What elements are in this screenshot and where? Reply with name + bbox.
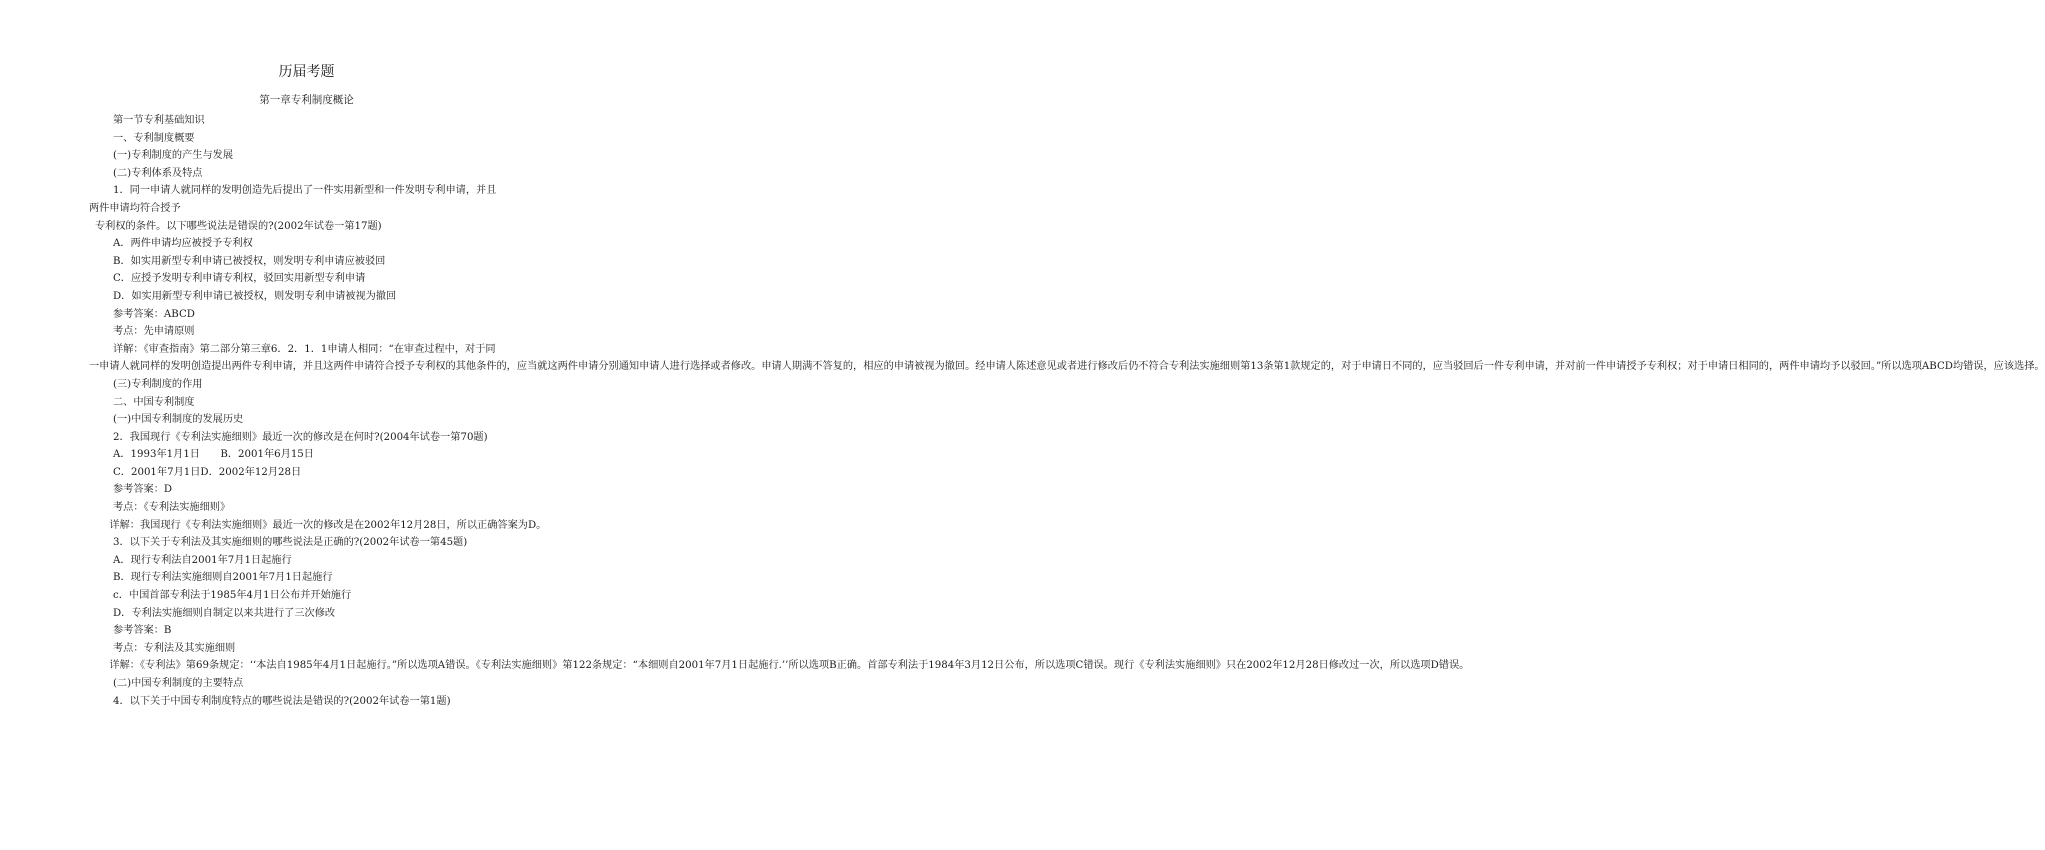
text-line: 详解：我国现行《专利法实施细则》最近一次的修改是在2002年12月28日，所以正确答案为D。 [109,519,547,531]
text-line: 详解：《专利法》第69条规定：‘‘本法自1985年4月1日起施行。”所以选项A错误。《专利法实施细则》第122条规定：“本细则自2001年7月1日起施行.’’所以选项B正确。首部专利法于1984年3月12日公布，所以选项C错误。现行《专利法实施细则》只在2002年12月28日修改过一次，所以选项D错误。 [109,660,1470,672]
text-line: A．两件申请均应被授予专利权 [113,238,253,250]
text-line: A．1993年1月1日 B．2001年6月15日 [113,449,314,461]
text-line: 1．同一申请人就同样的发明创造先后提出了一件实用新型和一件发明专利申请，并且 [113,185,497,197]
text-line: (二)专利体系及特点 [113,167,203,179]
text-line: 3．以下关于专利法及其实施细则的哪些说法是正确的?(2002年试卷一第45题) [113,537,468,549]
text-line: 二、中国专利制度 [113,396,195,408]
text-line: B．如实用新型专利申请已被授权，则发明专利申请应被驳回 [113,255,386,267]
text-line: 详解：《审查指南》第二部分第三章6．2．1．1申请人相同：“在审查过程中，对于同 [113,343,496,355]
text-line: C．2001年7月1日D．2002年12月28日 [113,466,302,478]
text-line: (一)中国专利制度的发展历史 [113,414,244,426]
text-line: (一)专利制度的产生与发展 [113,150,234,162]
text-line: 两件申请均符合授予 [89,202,181,214]
text-line: 一申请人就同样的发明创造提出两件专利申请，并且这两件申请符合授予专利权的其他条件的，应当就这两件申请分别通知申请人进行选择或者修改。申请人期满不答复的，相应的申请被视为撤回。经申请人陈述意见或者进行修改后仍不符合专利法实施细则第13条第1款规定的，对于申请日不同的，应当驳回后一件专利申请，并对前一件申请授予专利权；对于申请日相同的，两件申请均予以驳回。”所以选项ABCD均错误，应该选择。 [89,361,2045,373]
text-line: 2．我国现行《专利法实施细则》最近一次的修改是在何时?(2004年试卷一第70题) [113,431,488,443]
text-line: 4．以下关于中国专利制度特点的哪些说法是错误的?(2002年试卷一第1题) [113,695,451,707]
text-line: 专利权的条件。以下哪些说法是错误的?(2002年试卷一第17题) [95,220,382,232]
text-line: 参考答案：D [113,484,173,496]
text-line: 参考答案：ABCD [113,308,195,320]
text-line: 参考答案：B [113,625,172,637]
text-line: A．现行专利法自2001年7月1日起施行 [113,554,292,566]
text-line: D．如实用新型专利申请已被授权，则发明专利申请被视为撤回 [113,290,397,302]
text-line: 考点：先申请原则 [113,326,195,338]
text-line: 考点：《专利法实施细则》 [113,502,231,514]
text-line: B．现行专利法实施细则自2001年7月1日起施行 [113,572,333,584]
text-line: D．专利法实施细则自制定以来共进行了三次修改 [113,607,336,619]
text-line: 考点：专利法及其实施细则 [113,642,236,654]
document-body [89,112,2045,710]
text-line: c．中国首部专利法于1985年4月1日公布并开始施行 [113,590,352,602]
chapter-title: 第一章专利制度概论 [259,94,354,106]
text-line: 一、专利制度概要 [113,132,195,144]
text-line: 第一节专利基础知识 [113,115,205,126]
text-line: (三)专利制度的作用 [113,378,203,390]
page-title: 历届考题 [278,64,335,80]
text-line: (二)中国专利制度的主要特点 [113,678,244,689]
text-line: C．应授予发明专利申请专利权，驳回实用新型专利申请 [113,273,366,285]
